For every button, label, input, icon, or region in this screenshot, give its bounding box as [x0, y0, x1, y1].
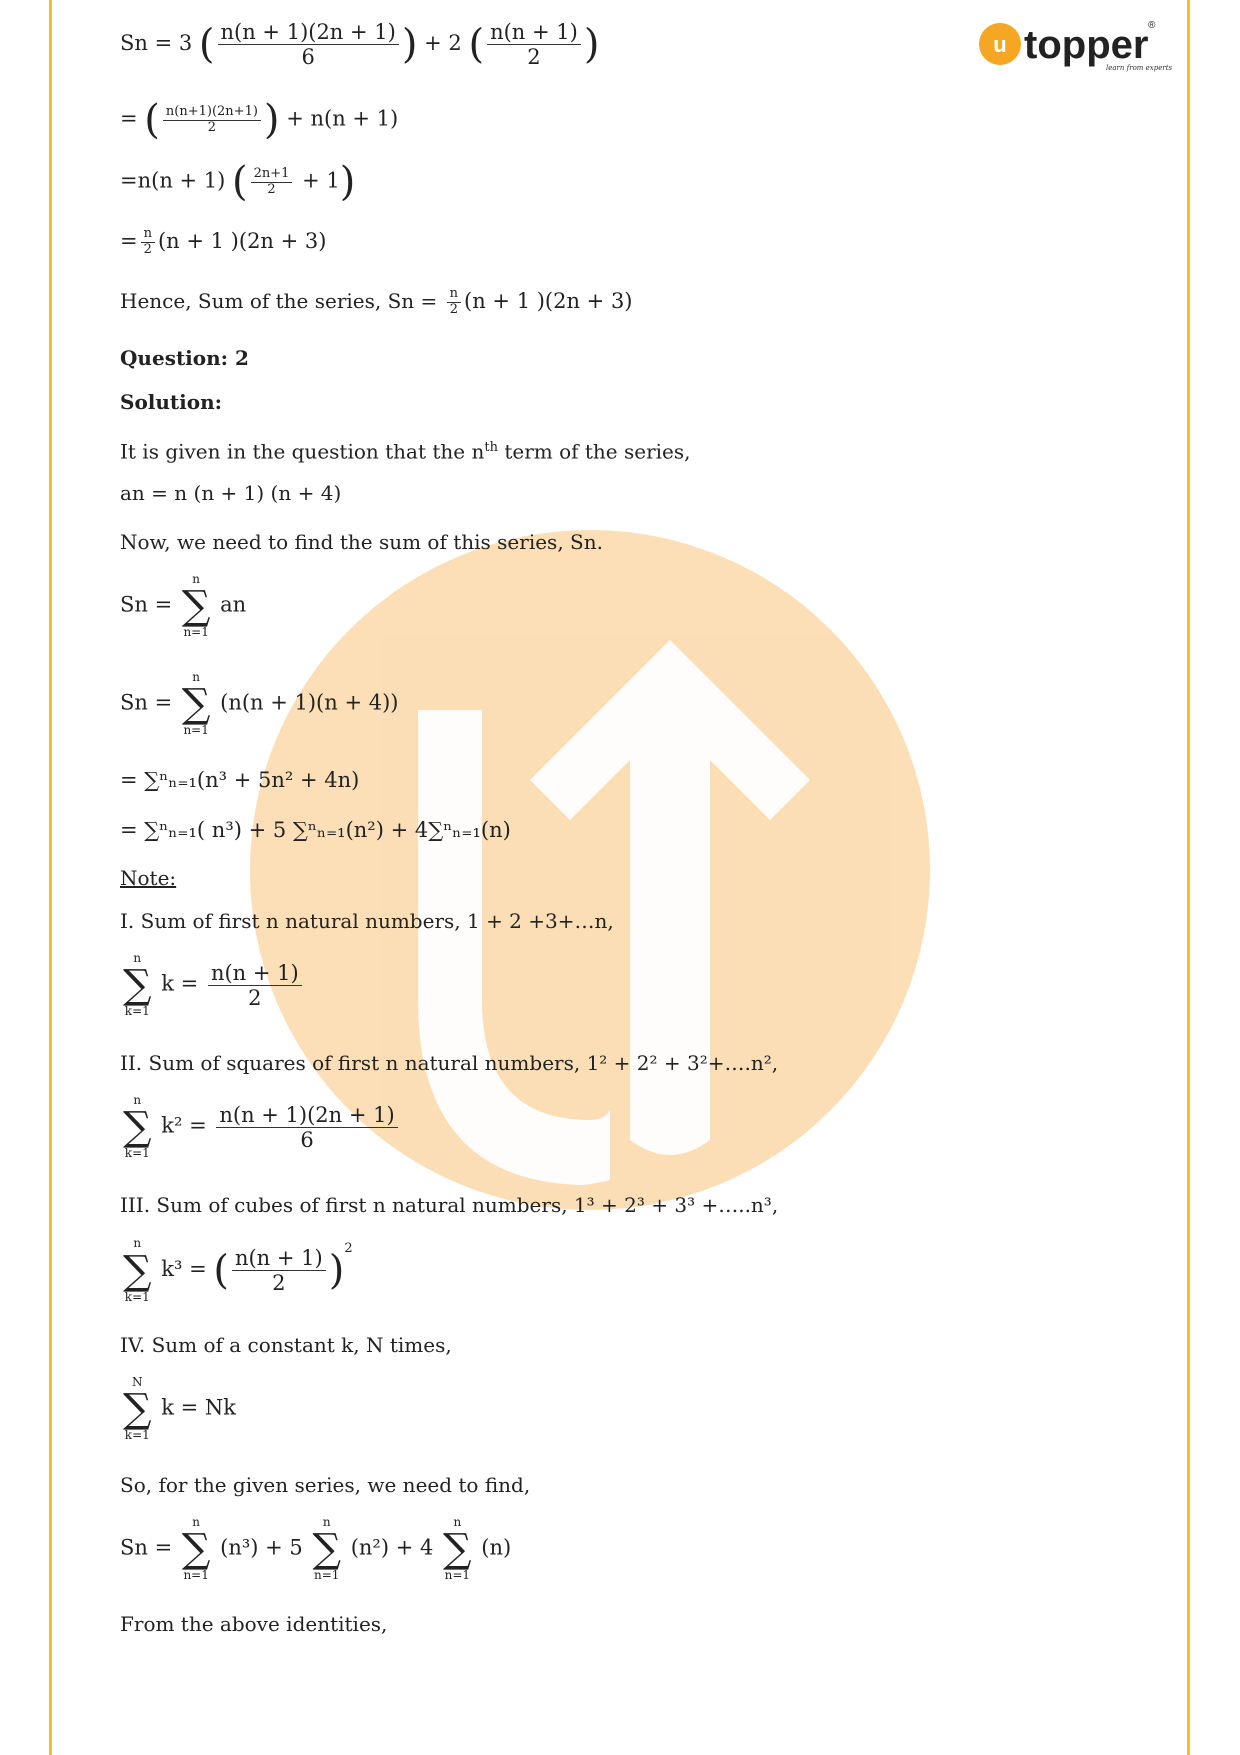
identity-iii-formula: n ∑ k=1 k³ = ( $\frac{n(n + 1)}{2}$ )$^2$	[123, 1236, 353, 1304]
eq-term-1: (n³) + 5	[220, 1535, 303, 1560]
sigma-icon: n ∑ n=1	[312, 1515, 342, 1583]
eq-lhs: Sn =	[120, 690, 173, 715]
eq-lhs: Sn =	[120, 592, 173, 617]
eq-lhs: =n(n + 1)	[120, 168, 226, 193]
given-statement	[120, 435, 691, 465]
sigma-bottom: n=1	[314, 1568, 340, 1583]
frac-numerator: 2n+1	[251, 167, 293, 183]
sigma-top: n	[453, 1515, 462, 1529]
eq-rhs: (n(n + 1)(n + 4))	[220, 690, 399, 715]
frac-numerator: n	[141, 227, 155, 243]
sigma-bottom: k=1	[124, 1428, 150, 1443]
identity-iv-text: IV. Sum of a constant k, N times,	[120, 1333, 452, 1357]
eq-term-3: (n)	[481, 1535, 512, 1560]
from-statement: From the above identities,	[120, 1612, 388, 1636]
eq-step-3: =n(n + 1) ( $\frac{2n+1}{2}$ + 1)	[120, 159, 356, 205]
hence-rhs: (n + 1 )(2n + 3)	[464, 288, 633, 313]
eq-lhs: Sn = 3	[120, 31, 193, 56]
right-border	[1187, 0, 1190, 1755]
given-text: It is given in the question that the n	[120, 439, 485, 464]
question-heading: Question: 2	[120, 346, 249, 370]
left-border	[49, 0, 52, 1755]
identity-iv-formula	[120, 1376, 236, 1442]
eq-term-2: (n²) + 4	[350, 1535, 434, 1560]
an-formula: an = n (n + 1) (n + 4)	[120, 481, 342, 505]
eq-rhs: + n(n + 1)	[286, 106, 399, 131]
logo-mark: u	[993, 32, 1007, 57]
sigma-top: n	[133, 1236, 142, 1251]
frac-numerator: n(n + 1)	[487, 20, 581, 45]
sigma-top: N	[132, 1375, 143, 1389]
frac-denominator: 2	[449, 301, 458, 317]
sigma-bottom: n=1	[183, 723, 209, 738]
given-superscript: th	[484, 440, 498, 455]
sigma-bottom: n=1	[183, 625, 209, 640]
sigma-bottom: n=1	[444, 1568, 471, 1583]
sigma-top: n	[133, 1093, 142, 1107]
frac-denominator: 2	[207, 119, 217, 135]
exponent: 2	[344, 1241, 353, 1256]
eq-step-2: = ( $\frac{n(n+1)(2n+1)}{2}$ ) + n(n + 1)	[120, 97, 399, 143]
sigma-top: n	[133, 951, 142, 965]
eq-step-4	[120, 227, 326, 258]
eq-expand-2: = ∑ⁿₙ₌₁( n³) + 5 ∑ⁿₙ₌₁(n²) + 4∑ⁿₙ₌₁(n)	[120, 818, 511, 842]
frac-denominator: 2	[143, 241, 152, 257]
topper-logo	[978, 18, 1173, 74]
frac-numerator: n(n + 1)	[232, 1246, 326, 1271]
frac-denominator: 2	[527, 45, 541, 70]
eq-rhs: (n + 1 )(2n + 3)	[157, 228, 327, 253]
sigma-icon: n ∑ k=1	[123, 1093, 152, 1161]
identity-ii-text: II. Sum of squares of first n natural numbers, 1² + 2² + 3²+….n²,	[120, 1051, 779, 1075]
eq-rhs: k = Nk	[161, 1395, 237, 1420]
eq-lhs: Sn =	[120, 1535, 173, 1560]
identity-ii-formula	[120, 1094, 401, 1160]
sigma-top: n	[192, 670, 201, 684]
eq-rhs: + 1	[302, 168, 340, 193]
identity-iii-text: III. Sum of cubes of first n natural numbers, 1³ + 2³ + 3³ +…..n³,	[120, 1193, 779, 1217]
solution-heading: Solution:	[120, 390, 223, 414]
identity-i-text: I. Sum of first n natural numbers, 1 + 2 +3+…n,	[120, 909, 614, 933]
given-text-end: term of the series,	[497, 439, 691, 464]
sigma-icon: n ∑ n=1	[443, 1515, 472, 1583]
sigma-bottom: n=1	[183, 1568, 209, 1583]
frac-numerator: n(n + 1)(2n + 1)	[218, 20, 399, 45]
sigma-top: n	[322, 1515, 331, 1529]
eq-lhs: k³ =	[161, 1257, 207, 1281]
eq-lhs: k =	[161, 971, 199, 996]
frac-numerator: n(n+1)(2n+1)	[163, 105, 261, 121]
frac-numerator: n(n + 1)(2n + 1)	[216, 1103, 397, 1128]
hence-statement	[120, 287, 633, 318]
sigma-icon: n ∑ k=1	[123, 1236, 152, 1304]
eq-sn-first: Sn = 3 ( $\frac{n(n + 1)(2n + 1)}{6}$ ) + 2 ( $\frac{n(n + 1)}{2}$ )	[120, 20, 600, 70]
frac-denominator: 2	[272, 1271, 286, 1295]
frac-denominator: 6	[301, 45, 315, 70]
sigma-icon: N ∑ k=1	[123, 1375, 152, 1443]
eq-sn-final	[120, 1516, 511, 1582]
eq-lhs: k² =	[161, 1113, 207, 1138]
sigma-bottom: k=1	[124, 1289, 150, 1304]
hence-text: Hence, Sum of the series, Sn =	[120, 288, 438, 313]
eq-mid: + 2	[424, 31, 462, 56]
eq-sn-sum-an	[120, 573, 246, 639]
frac-numerator: n	[447, 287, 461, 303]
eq-rhs: an	[220, 592, 247, 617]
sigma-top: n	[192, 572, 201, 586]
so-statement: So, for the given series, we need to find,	[120, 1473, 531, 1497]
frac-denominator: 6	[300, 1127, 314, 1152]
eq-expand-1: = ∑ⁿₙ₌₁(n³ + 5n² + 4n)	[120, 768, 360, 792]
now-statement: Now, we need to find the sum of this series, Sn.	[120, 530, 603, 554]
frac-numerator: n(n + 1)	[208, 961, 302, 986]
note-heading: Note:	[120, 866, 177, 890]
sigma-icon: n ∑ n=1	[181, 1515, 211, 1583]
registered-mark: ®	[1148, 20, 1156, 31]
eq-equals: =	[120, 106, 138, 131]
sigma-bottom: k=1	[124, 1004, 150, 1019]
logo-text: topper	[1024, 23, 1149, 67]
sigma-bottom: k=1	[124, 1146, 150, 1161]
sigma-icon: n ∑ n=1	[181, 572, 211, 640]
eq-sn-sum-expr	[120, 671, 398, 737]
logo-tagline: learn from experts	[1106, 64, 1173, 72]
frac-denominator: 2	[248, 985, 262, 1010]
sigma-icon: n ∑ n=1	[181, 670, 211, 738]
identity-i-formula	[120, 952, 305, 1018]
eq-equals: =	[120, 228, 138, 253]
sigma-top: n	[192, 1515, 201, 1529]
sigma-icon: n ∑ k=1	[123, 951, 152, 1019]
frac-denominator: 2	[267, 181, 276, 197]
